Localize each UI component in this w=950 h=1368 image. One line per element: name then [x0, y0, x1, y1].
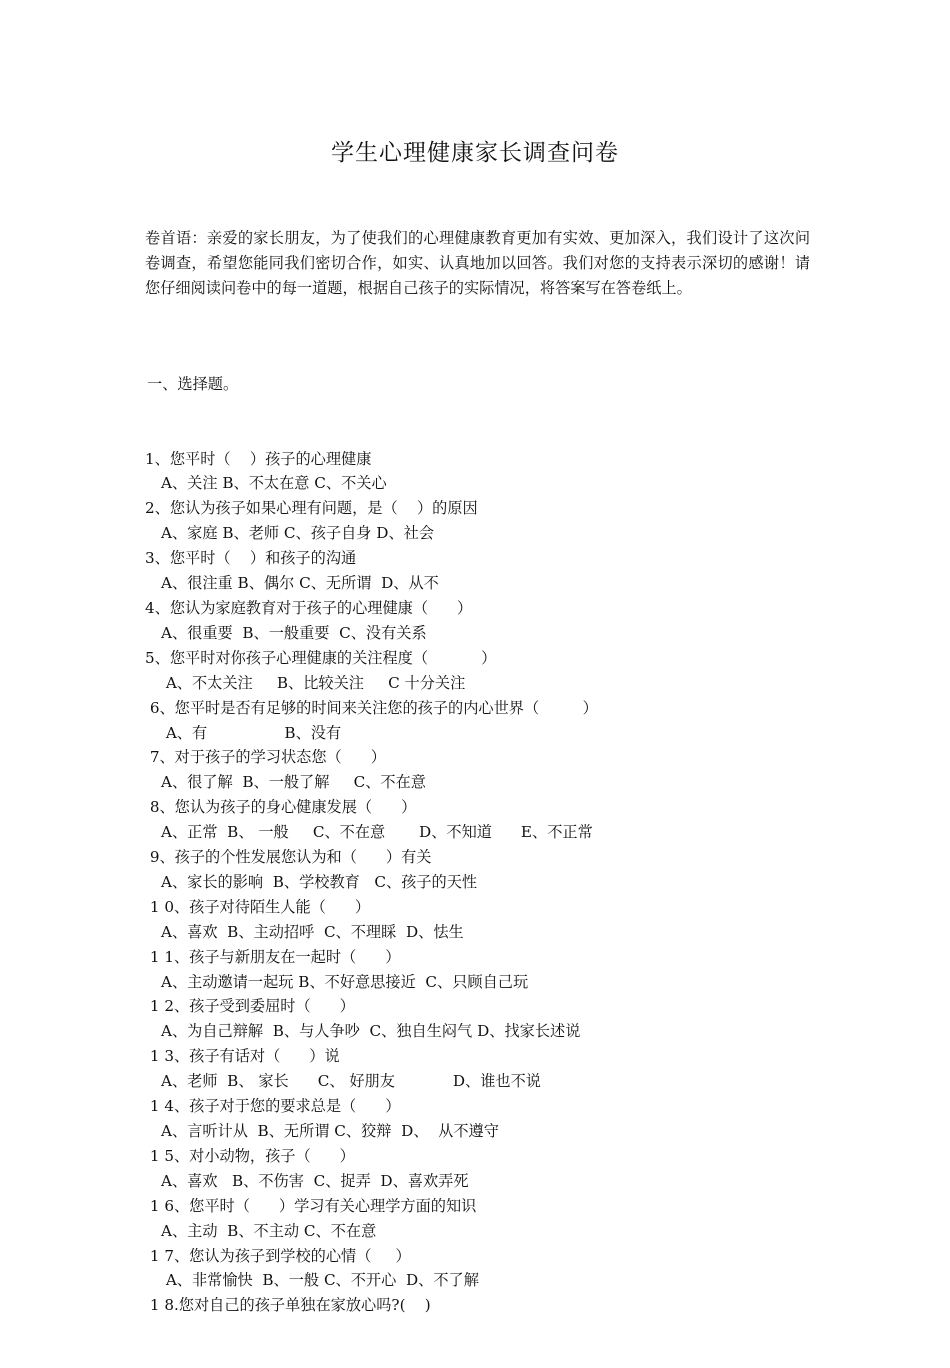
question-text: 1 4、孩子对于您的要求总是（ ） [145, 1097, 401, 1116]
question-options: A、喜欢 B、主动招呼 C、不理睬 D、怯生 [161, 922, 464, 941]
question-text: 6、您平时是否有足够的时间来关注您的孩子的内心世界（ ） [145, 698, 598, 717]
question-options: A、为自己辩解 B、与人争吵 C、独自生闷气 D、找家长述说 [161, 1022, 581, 1041]
question-text: 1 1、孩子与新朋友在一起时（ ） [145, 947, 401, 966]
question-options: A、主动 B、不主动 C、不在意 [161, 1221, 377, 1240]
question-options: A、主动邀请一起玩 B、不好意思接近 C、只顾自己玩 [161, 972, 529, 991]
question-text: 8、您认为孩子的身心健康发展（ ） [145, 798, 417, 817]
question-text: 5、您平时对你孩子心理健康的关注程度（ ） [145, 648, 497, 667]
question-options: A、喜欢 B、不伤害 C、捉弄 D、喜欢弄死 [161, 1171, 469, 1190]
question-text: 1、您平时（ ）孩子的心理健康 [145, 449, 372, 468]
question-options: A、关注 B、不太在意 C、不关心 [161, 474, 387, 493]
question-text: 1 7、您认为孩子到学校的心情（ ） [145, 1246, 411, 1265]
intro-paragraph: 卷首语：亲爱的家长朋友，为了使我们的心理健康教育更加有实效、更加深入，我们设计了这次问卷调查，希望您能同我们密切合作，如实、认真地加以回答。我们对您的支持表示深切的感谢！请您仔细阅读问卷中的每一道题，根据自己孩子的实际情况，将答案写在答卷纸上。 [145, 229, 810, 297]
question-text: 7、对于孩子的学习状态您（ ） [145, 748, 386, 767]
question-text: 1 0、孩子对待陌生人能（ ） [145, 897, 371, 916]
question-text: 1 5、对小动物，孩子（ ） [145, 1146, 355, 1165]
question-text: 1 6、您平时（ ）学习有关心理学方面的知识 [145, 1196, 477, 1215]
question-text: 1 8.您对自己的孩子单独在家放心吗?( ) [145, 1296, 431, 1315]
question-options: A、家庭 B、老师 C、孩子自身 D、社会 [161, 524, 435, 543]
section-heading: 一、选择题。 [147, 374, 239, 393]
question-options: A、很了解 B、一般了解 C、不在意 [161, 773, 426, 792]
question-text: 2、您认为孩子如果心理有问题，是（ ）的原因 [145, 499, 478, 518]
question-options: A、言听计从 B、无所谓 C、狡辩 D、 从不遵守 [161, 1122, 499, 1140]
question-options: A、家长的影响 B、学校教育 C、孩子的天性 [161, 872, 478, 891]
question-text: 4、您认为家庭教育对于孩子的心理健康（ ） [145, 598, 473, 617]
question-options: A、正常 B、 一般 C、不在意 D、不知道 E、不正常 [161, 823, 593, 842]
question-options: A、很注重 B、偶尔 C、无所谓 D、从不 [161, 574, 439, 593]
page-title: 学生心理健康家长调查问卷 [331, 140, 619, 166]
question-text: 1 2、孩子受到委屈时（ ） [145, 997, 355, 1016]
question-text: 1 3、孩子有话对（ ）说 [145, 1047, 340, 1066]
question-options: A、老师 B、 家长 C、 好朋友 D、谁也不说 [161, 1072, 541, 1091]
question-options: A、有 B、没有 [161, 723, 342, 742]
question-list [145, 322, 825, 1368]
question-text: 3、您平时（ ）和孩子的沟通 [145, 549, 357, 568]
question-text: 9、孩子的个性发展您认为和（ ）有关 [145, 848, 432, 867]
question-options: A、不太关注 B、比较关注 C 十分关注 [161, 673, 466, 692]
questions-container [145, 447, 825, 1319]
question-options: A、很重要 B、一般重要 C、没有关系 [161, 623, 427, 642]
question-options: A、非常愉快 B、一般 C、不开心 D、不了解 [161, 1271, 479, 1290]
